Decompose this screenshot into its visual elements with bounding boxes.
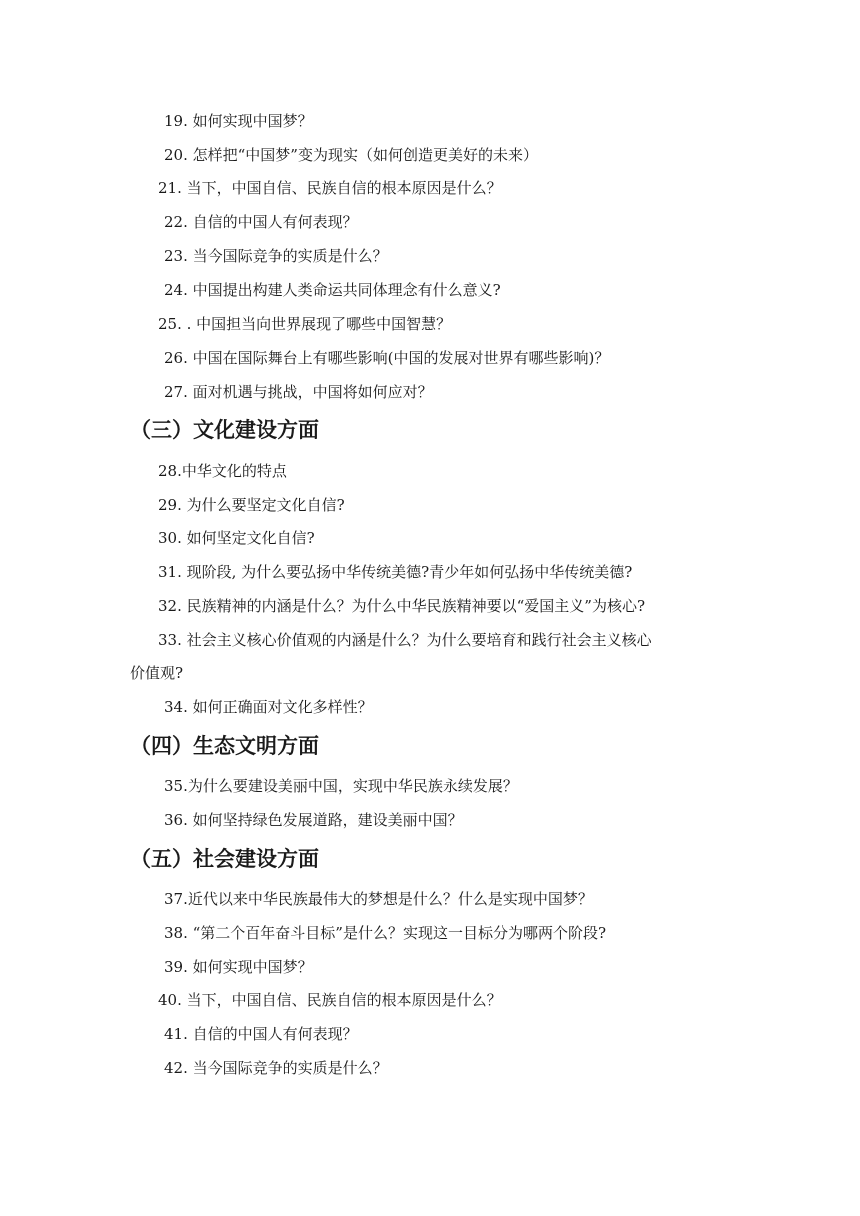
section-heading-ecology: （四）生态文明方面 [130, 734, 319, 758]
question-39: 39. 如何实现中国梦？ [164, 958, 313, 976]
question-27: 27. 面对机遇与挑战，中国将如何应对？ [164, 383, 433, 401]
question-31: 31. 现阶段, 为什么要弘扬中华传统美德?青少年如何弘扬中华传统美德? [158, 563, 633, 581]
question-30: 30. 如何坚定文化自信? [158, 529, 315, 547]
question-35: 35.为什么要建设美丽中国，实现中华民族永续发展？ [164, 777, 518, 795]
question-42: 42. 当今国际竞争的实质是什么？ [164, 1059, 388, 1077]
question-26: 26. 中国在国际舞台上有哪些影响(中国的发展对世界有哪些影响)？ [164, 349, 610, 367]
section-heading-culture: （三）文化建设方面 [130, 418, 319, 442]
question-33-continued: 价值观? [130, 664, 184, 682]
question-19: 19. 如何实现中国梦？ [164, 112, 313, 130]
question-32: 32. 民族精神的内涵是什么？为什么中华民族精神要以“爱国主义”为核心? [158, 597, 646, 615]
question-37: 37.近代以来中华民族最伟大的梦想是什么？什么是实现中国梦？ [164, 890, 593, 908]
question-40: 40. 当下，中国自信、民族自信的根本原因是什么？ [158, 991, 502, 1009]
question-23: 23. 当今国际竞争的实质是什么？ [164, 247, 388, 265]
question-25: 25. . 中国担当向世界展现了哪些中国智慧？ [158, 315, 452, 333]
question-21: 21. 当下，中国自信、民族自信的根本原因是什么？ [158, 179, 502, 197]
question-38: 38. “第二个百年奋斗目标”是什么？实现这一目标分为哪两个阶段? [164, 924, 607, 942]
question-24: 24. 中国提出构建人类命运共同体理念有什么意义? [164, 281, 501, 299]
question-22: 22. 自信的中国人有何表现？ [164, 213, 358, 231]
question-34: 34. 如何正确面对文化多样性？ [164, 698, 373, 716]
question-33: 33. 社会主义核心价值观的内涵是什么？为什么要培育和践行社会主义核心 [158, 631, 652, 649]
question-41: 41. 自信的中国人有何表现？ [164, 1025, 358, 1043]
question-36: 36. 如何坚持绿色发展道路，建设美丽中国？ [164, 811, 463, 829]
question-29: 29. 为什么要坚定文化自信? [158, 496, 345, 514]
question-28: 28.中华文化的特点 [158, 462, 287, 480]
question-20: 20. 怎样把“中国梦”变为现实（如何创造更美好的未来） [164, 146, 538, 164]
section-heading-society: （五）社会建设方面 [130, 847, 319, 871]
